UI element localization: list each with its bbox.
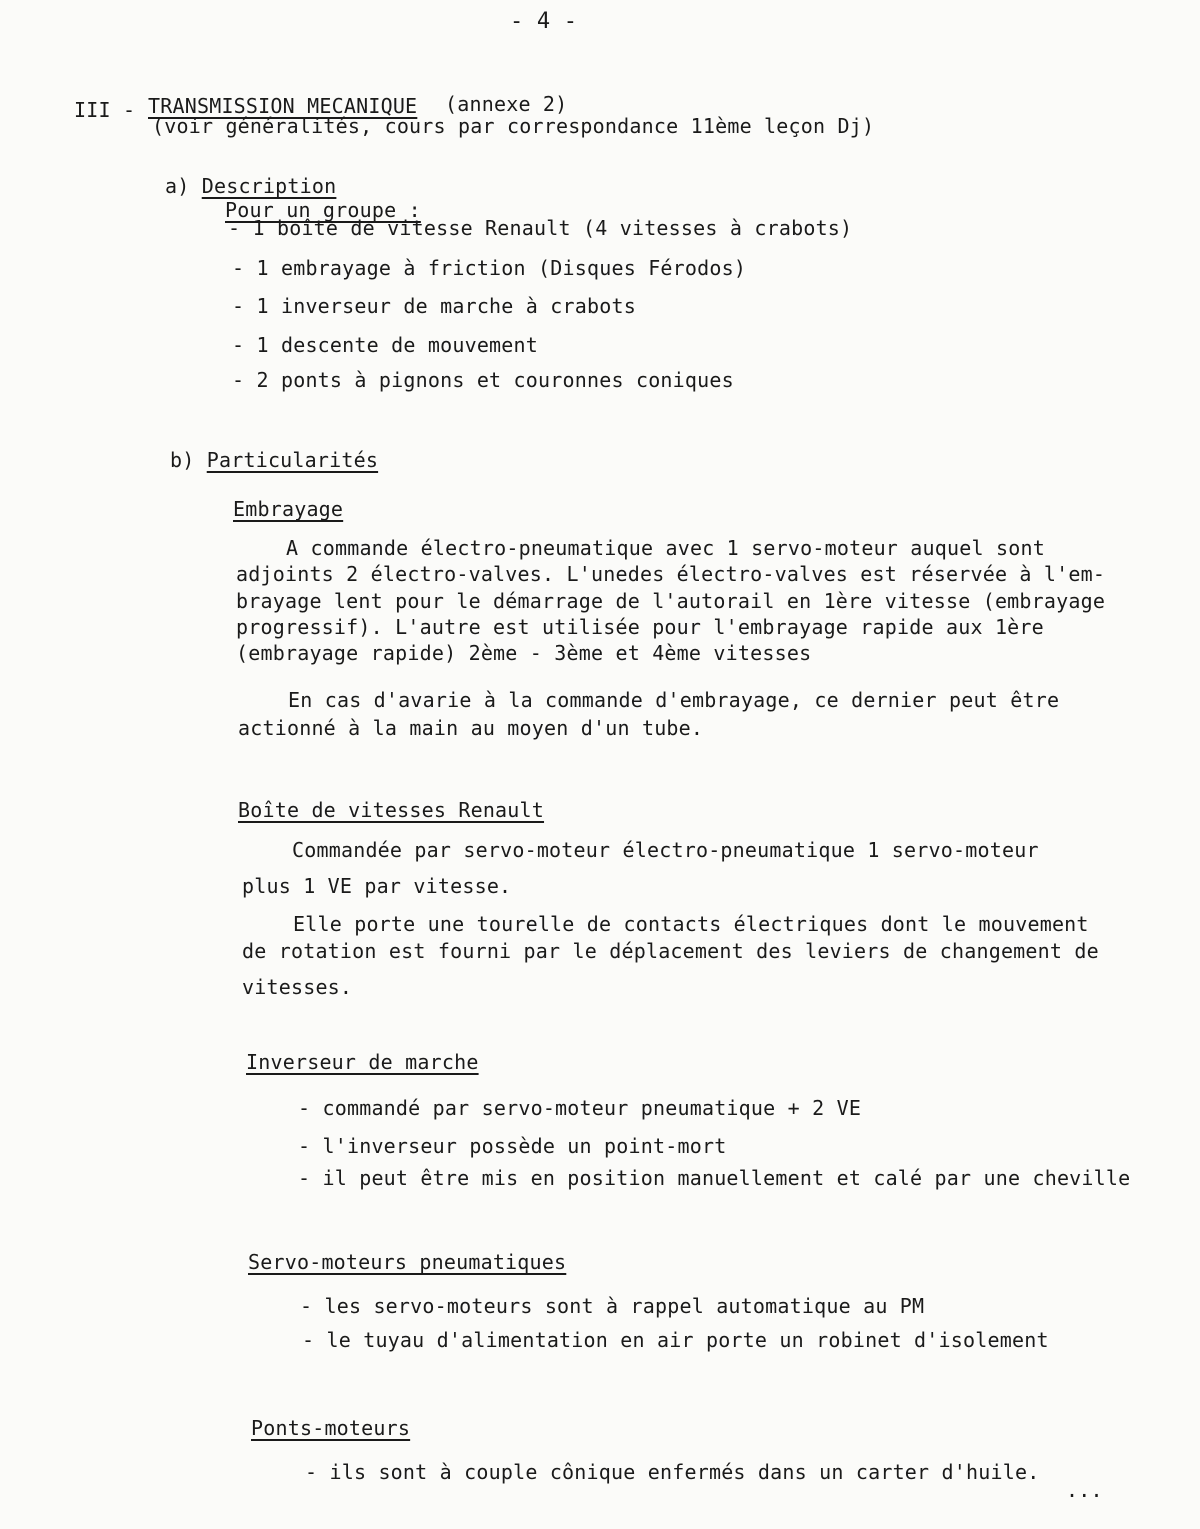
servo-item: - les servo-moteurs sont à rappel automatique au PM bbox=[300, 1294, 925, 1318]
description-item: - 1 inverseur de marche à crabots bbox=[232, 294, 636, 318]
inverseur-item: - commandé par servo-moteur pneumatique + 2 VE bbox=[298, 1096, 862, 1120]
boite-line: Elle porte une tourelle de contacts électriques dont le mouvement bbox=[293, 912, 1089, 936]
ponts-item: - ils sont à couple cônique enfermés dans un carter d'huile. bbox=[305, 1460, 1040, 1484]
particularites-heading-text: Particularités bbox=[206, 448, 379, 472]
boite-line: de rotation est fourni par le déplacement des leviers de changement de bbox=[242, 939, 1099, 963]
boite-line: vitesses. bbox=[242, 975, 353, 999]
description-heading-text: Description bbox=[201, 174, 337, 198]
embrayage-line: (embrayage rapide) 2ème - 3ème et 4ème vitesses bbox=[236, 641, 812, 665]
boite-line: plus 1 VE par vitesse. bbox=[242, 874, 512, 898]
description-subheading: Pour un groupe : bbox=[225, 198, 421, 222]
description-item: - 1 descente de mouvement bbox=[232, 333, 539, 357]
description-heading: a) Description bbox=[165, 174, 337, 198]
embrayage-title: Embrayage bbox=[233, 497, 344, 521]
ponts-title: Ponts-moteurs bbox=[251, 1416, 411, 1440]
particularites-heading: b) Particularités bbox=[170, 448, 379, 472]
section-reference: (voir généralités, cours par correspondance 11ème leçon Dj) bbox=[152, 114, 875, 138]
boite-line: Commandée par servo-moteur électro-pneumatique 1 servo-moteur bbox=[292, 838, 1039, 862]
embrayage-line: A commande électro-pneumatique avec 1 servo-moteur auquel sont bbox=[286, 536, 1045, 560]
embrayage-line: brayage lent pour le démarrage de l'autorail en 1ère vitesse (embrayage bbox=[236, 589, 1106, 613]
inverseur-title: Inverseur de marche bbox=[246, 1050, 479, 1074]
section-number: III - bbox=[74, 98, 136, 122]
section-annex: (annexe 2) bbox=[445, 92, 568, 116]
continuation-mark: ... bbox=[1066, 1478, 1103, 1502]
inverseur-item: - il peut être mis en position manuellement et calé par une cheville bbox=[298, 1166, 1131, 1190]
embrayage-line: progressif). L'autre est utilisée pour l'embrayage rapide aux 1ère bbox=[236, 615, 1044, 639]
section-title: TRANSMISSION MECANIQUE bbox=[148, 94, 418, 118]
description-item: - 2 ponts à pignons et couronnes coniques bbox=[232, 368, 734, 392]
description-item: - 1 embrayage à friction (Disques Férodos) bbox=[232, 256, 747, 280]
inverseur-item: - l'inverseur possède un point-mort bbox=[298, 1134, 727, 1158]
servo-title: Servo-moteurs pneumatiques bbox=[248, 1250, 567, 1274]
description-item: - 1 boîte de vitesse Renault (4 vitesses à crabots) bbox=[228, 216, 853, 240]
page-number: - 4 - bbox=[510, 9, 578, 34]
boite-title: Boîte de vitesses Renault bbox=[238, 798, 545, 822]
embrayage-line: actionné à la main au moyen d'un tube. bbox=[238, 716, 704, 740]
servo-item: - le tuyau d'alimentation en air porte un robinet d'isolement bbox=[302, 1328, 1049, 1352]
embrayage-line: En cas d'avarie à la commande d'embrayage, ce dernier peut être bbox=[288, 688, 1060, 712]
embrayage-line: adjoints 2 électro-valves. L'unedes électro-valves est réservée à l'em- bbox=[236, 562, 1106, 586]
